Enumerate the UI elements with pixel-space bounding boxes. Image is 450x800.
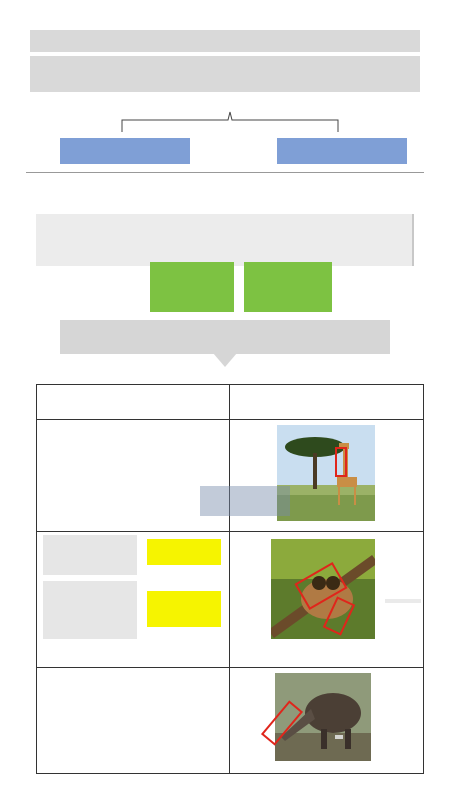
watermark-brand (200, 486, 290, 516)
down-arrow-icon (213, 353, 237, 367)
animal-name-anteater (335, 735, 343, 739)
decorative-border-left (0, 0, 14, 800)
tarsier-label-eyes (147, 539, 221, 565)
table-header-divider (37, 419, 423, 420)
table-column-divider (229, 385, 230, 773)
examples-heading-bar (60, 320, 390, 354)
tarsier-desc-fingers (43, 581, 137, 639)
lesson-banner (30, 56, 420, 92)
example-body-parts-box (244, 262, 332, 312)
tarsier-desc-eyes (43, 535, 137, 575)
section-divider (26, 172, 424, 173)
decorative-border-top (0, 0, 450, 14)
adaptations-table (36, 384, 424, 774)
brace-connector (120, 110, 340, 134)
tarsier-label-fingers (147, 591, 221, 627)
concept-adaptation-box (277, 138, 407, 164)
definition-box (36, 214, 414, 266)
example-behavior-box (150, 262, 234, 312)
decorative-border-bottom (0, 786, 450, 800)
table-row-divider (37, 531, 423, 532)
animal-name-tarsier (385, 599, 421, 603)
table-row-divider (37, 667, 423, 668)
header-info (30, 16, 420, 30)
concept-camouflage-box (60, 138, 190, 164)
highlight-neck-frame (335, 447, 347, 477)
giraffe-photo (277, 425, 375, 521)
decorative-border-right (436, 0, 450, 800)
unit-banner (30, 30, 420, 52)
